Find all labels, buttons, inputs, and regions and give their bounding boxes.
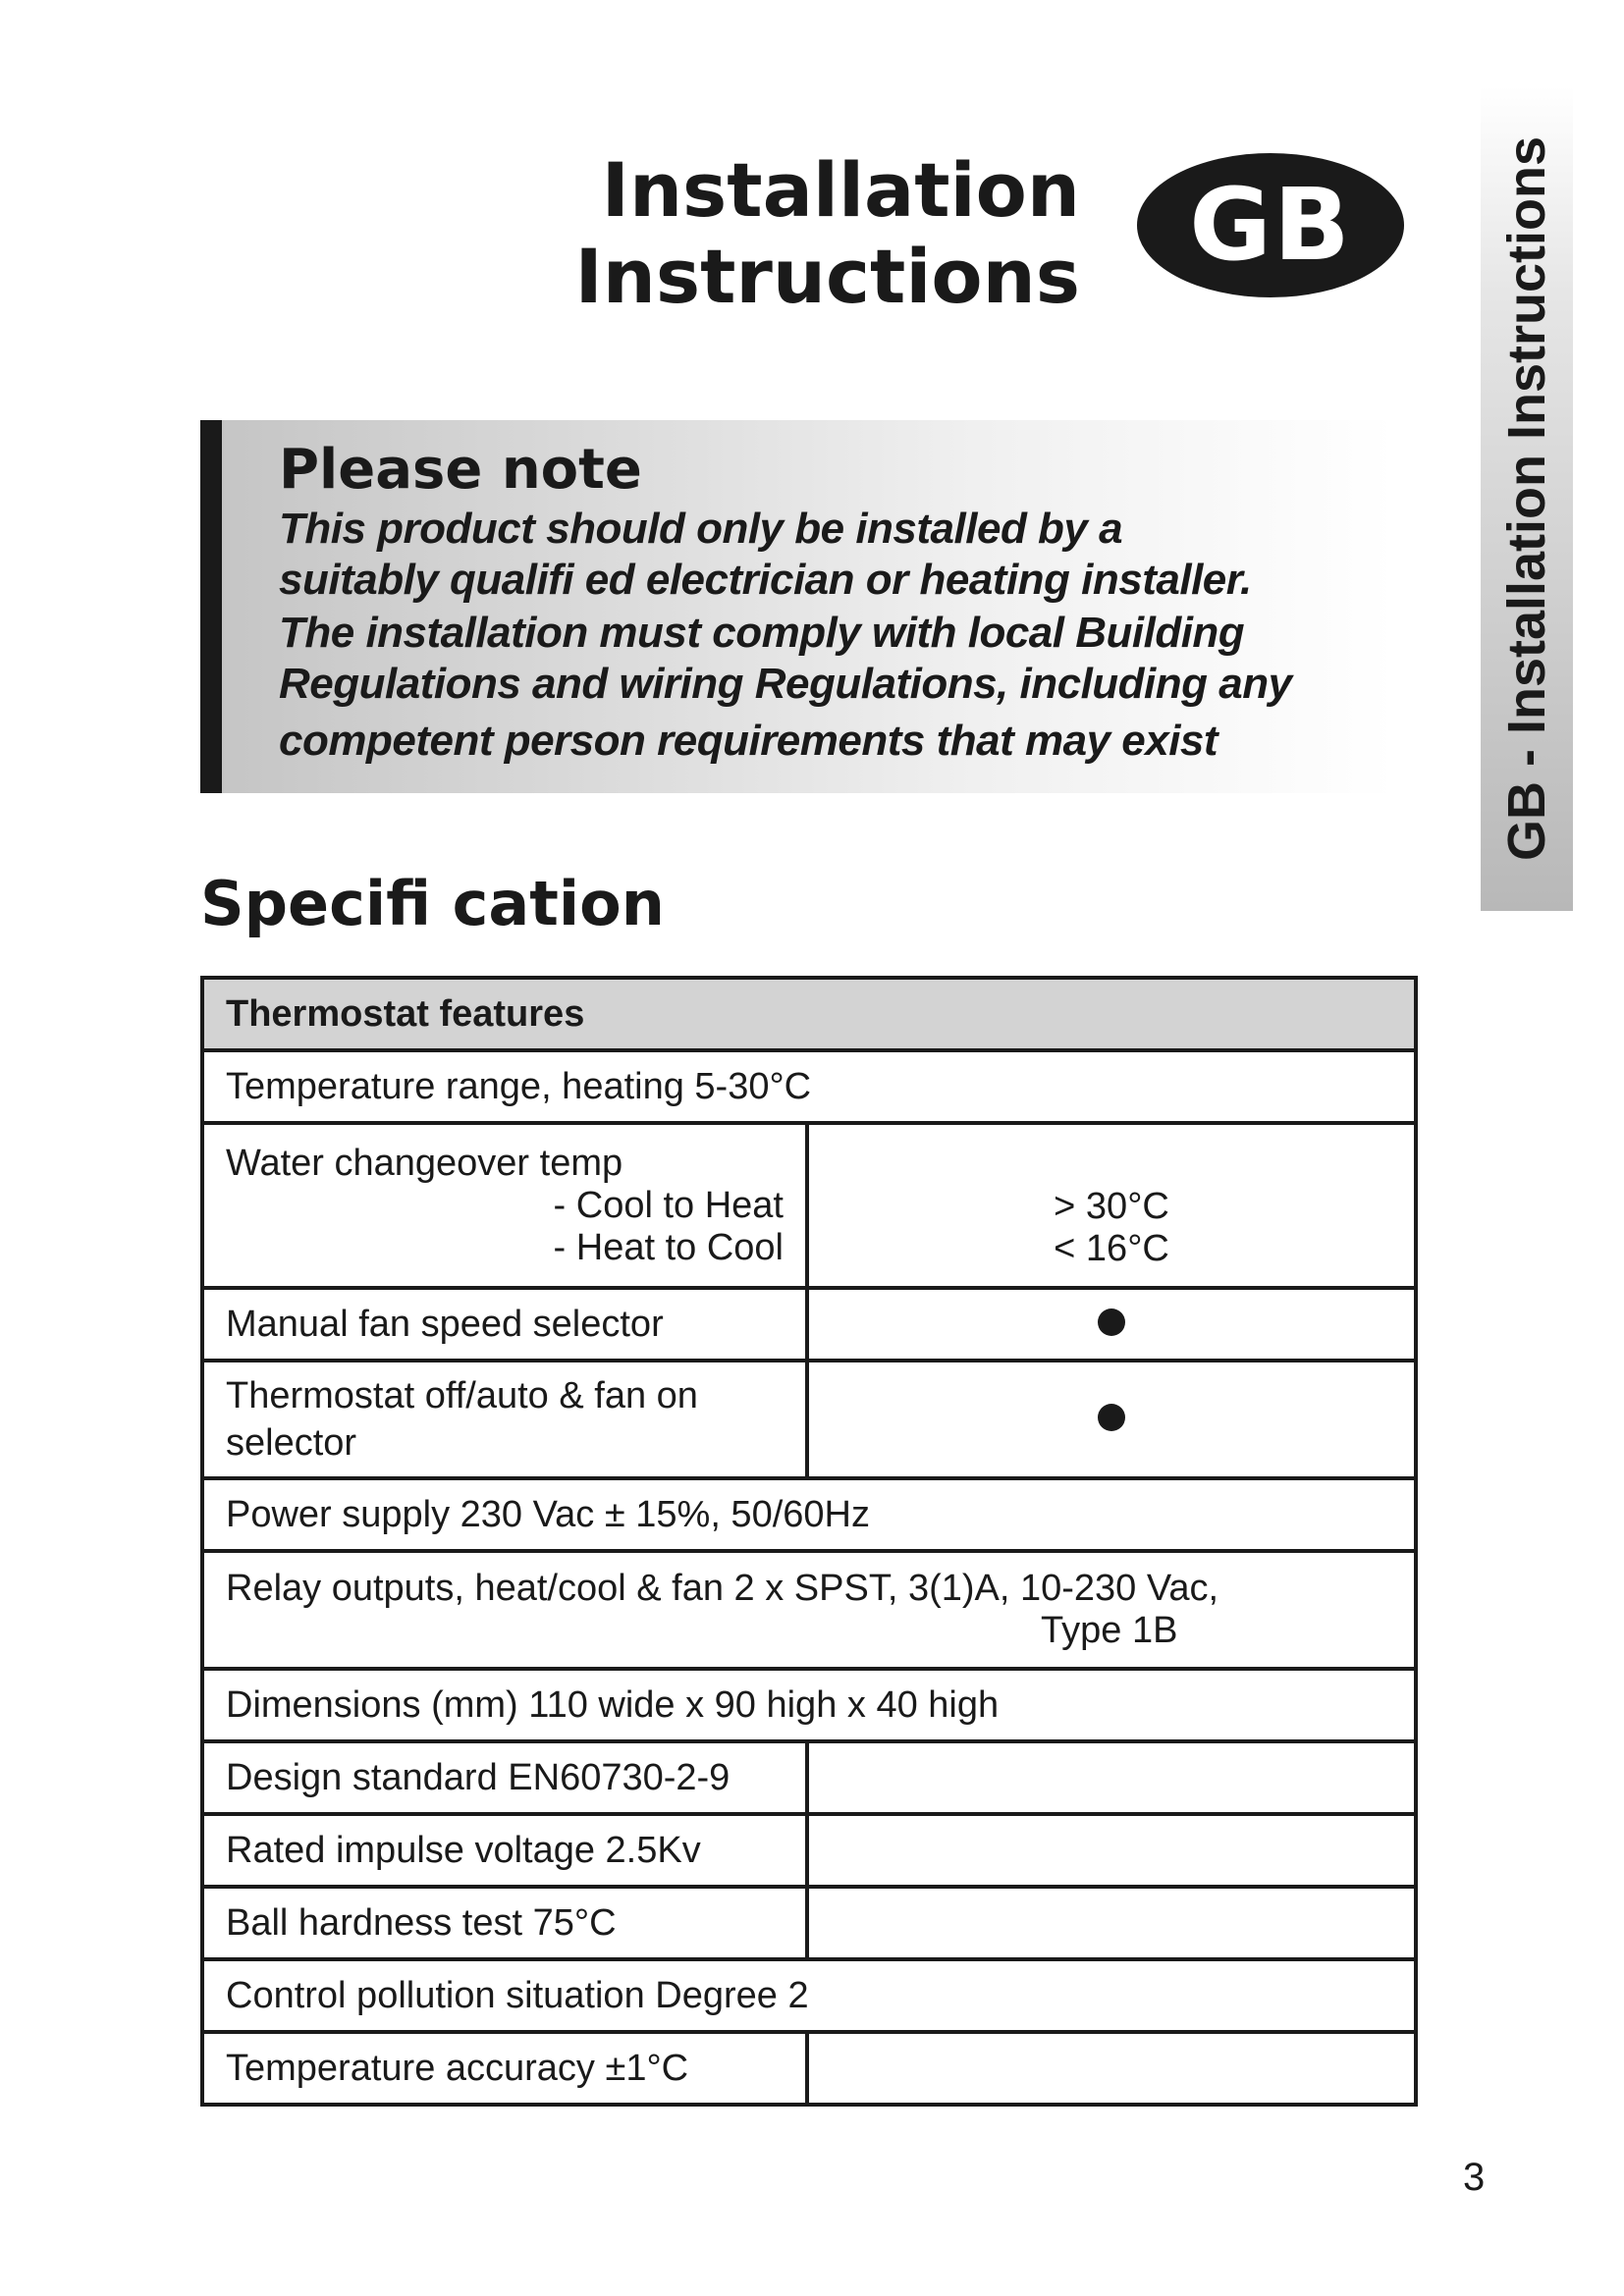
note-line: suitably qualifi ed electrician or heating installer.	[279, 556, 1252, 604]
table-row	[202, 1669, 1416, 1741]
spec-table	[200, 976, 1418, 2107]
relay-outputs-line-2: Type 1B	[1041, 1610, 1178, 1651]
cool-to-heat-label: - Cool to Heat	[553, 1184, 784, 1226]
title-line-2: Instructions	[574, 233, 1080, 320]
bullet-dot-icon	[1098, 1404, 1125, 1431]
heat-to-cool-value: < 16°C	[1054, 1228, 1169, 1269]
title-line-1: Installation	[601, 146, 1080, 234]
water-changeover-label: Water changeover temp	[226, 1142, 623, 1184]
bullet-dot-icon	[1098, 1308, 1125, 1336]
water-changeover-value-cell	[807, 1123, 1416, 1288]
manual-fan-cell: Manual fan speed selector	[202, 1288, 807, 1361]
page-number: 3	[1463, 2156, 1486, 2199]
note-line: competent person requirements that may exist	[279, 717, 1218, 765]
power-supply-cell: Power supply 230 Vac ± 15%, 50/60Hz	[202, 1478, 1416, 1551]
relay-outputs-cell	[202, 1551, 1416, 1669]
table-row	[202, 1887, 1416, 1959]
ball-hardness-cell: Ball hardness test 75°C	[202, 1887, 807, 1959]
side-tab-label: GB - Installation Instructions	[1497, 135, 1556, 862]
table-header: Thermostat features	[202, 978, 1416, 1050]
empty-cell	[807, 2032, 1416, 2105]
heat-to-cool-label: - Heat to Cool	[553, 1226, 784, 1268]
note-line: The installation must comply with local Building	[279, 609, 1245, 657]
manual-fan-value-cell	[807, 1288, 1416, 1361]
empty-cell	[807, 1741, 1416, 1814]
table-row	[202, 1814, 1416, 1887]
table-row	[202, 1741, 1416, 1814]
table-row	[202, 1551, 1416, 1669]
empty-cell	[807, 1814, 1416, 1887]
note-heading: Please note	[279, 438, 642, 502]
cool-to-heat-value: > 30°C	[1054, 1186, 1169, 1227]
thermostat-off-auto-cell: Thermostat off/auto & fan on selector	[202, 1361, 807, 1478]
table-header-row	[202, 978, 1416, 1050]
page-title	[530, 147, 1080, 320]
table-row	[202, 1123, 1416, 1288]
table-row	[202, 1478, 1416, 1551]
empty-cell	[807, 1887, 1416, 1959]
spec-heading: Specifi cation	[200, 868, 665, 939]
gb-badge: GB	[1137, 153, 1404, 297]
note-line: Regulations and wiring Regulations, including any	[279, 660, 1292, 708]
relay-outputs-line-1: Relay outputs, heat/cool & fan 2 x SPST, 3(1)A, 10-230 Vac,	[226, 1568, 1219, 1609]
note-line: This product should only be installed by a	[279, 505, 1123, 553]
table-row	[202, 1288, 1416, 1361]
rated-impulse-cell: Rated impulse voltage 2.5Kv	[202, 1814, 807, 1887]
design-standard-cell: Design standard EN60730-2-9	[202, 1741, 807, 1814]
water-changeover-label-cell	[202, 1123, 807, 1288]
note-accent-bar	[200, 420, 222, 793]
control-pollution-cell: Control pollution situation Degree 2	[202, 1959, 1416, 2032]
dimensions-cell: Dimensions (mm) 110 wide x 90 high x 40 high	[202, 1669, 1416, 1741]
table-row	[202, 2032, 1416, 2105]
thermostat-off-auto-value-cell	[807, 1361, 1416, 1478]
temp-range-cell: Temperature range, heating 5-30°C	[202, 1050, 1416, 1123]
temp-accuracy-cell: Temperature accuracy ±1°C	[202, 2032, 807, 2105]
table-row	[202, 1361, 1416, 1478]
table-row	[202, 1959, 1416, 2032]
table-row	[202, 1050, 1416, 1123]
